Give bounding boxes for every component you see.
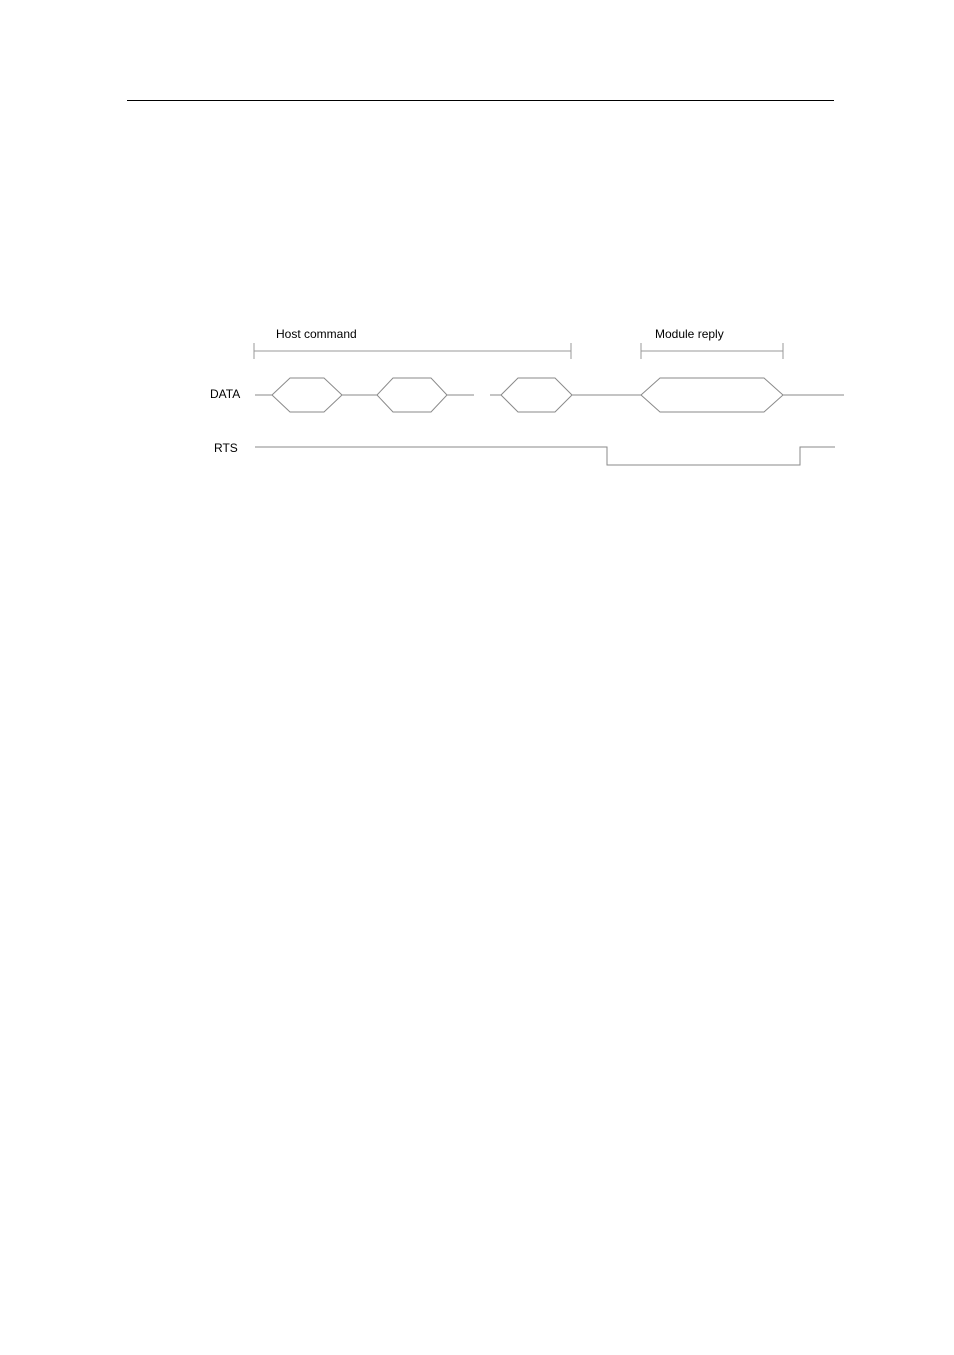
host-command-label: Host command [276, 327, 357, 341]
module-reply-label: Module reply [655, 327, 724, 341]
module-reply-bracket [641, 343, 783, 359]
host-command-bracket [254, 343, 571, 359]
host-byte-1 [272, 378, 342, 412]
host-byte-last [501, 378, 572, 412]
rts-signal-label: RTS [214, 441, 238, 455]
rts-trace [255, 447, 835, 465]
module-reply-frame [641, 378, 783, 412]
rts-waveform [255, 447, 835, 465]
host-byte-2 [377, 378, 447, 412]
data-signal-label: DATA [210, 387, 241, 401]
data-waveform [255, 378, 844, 412]
